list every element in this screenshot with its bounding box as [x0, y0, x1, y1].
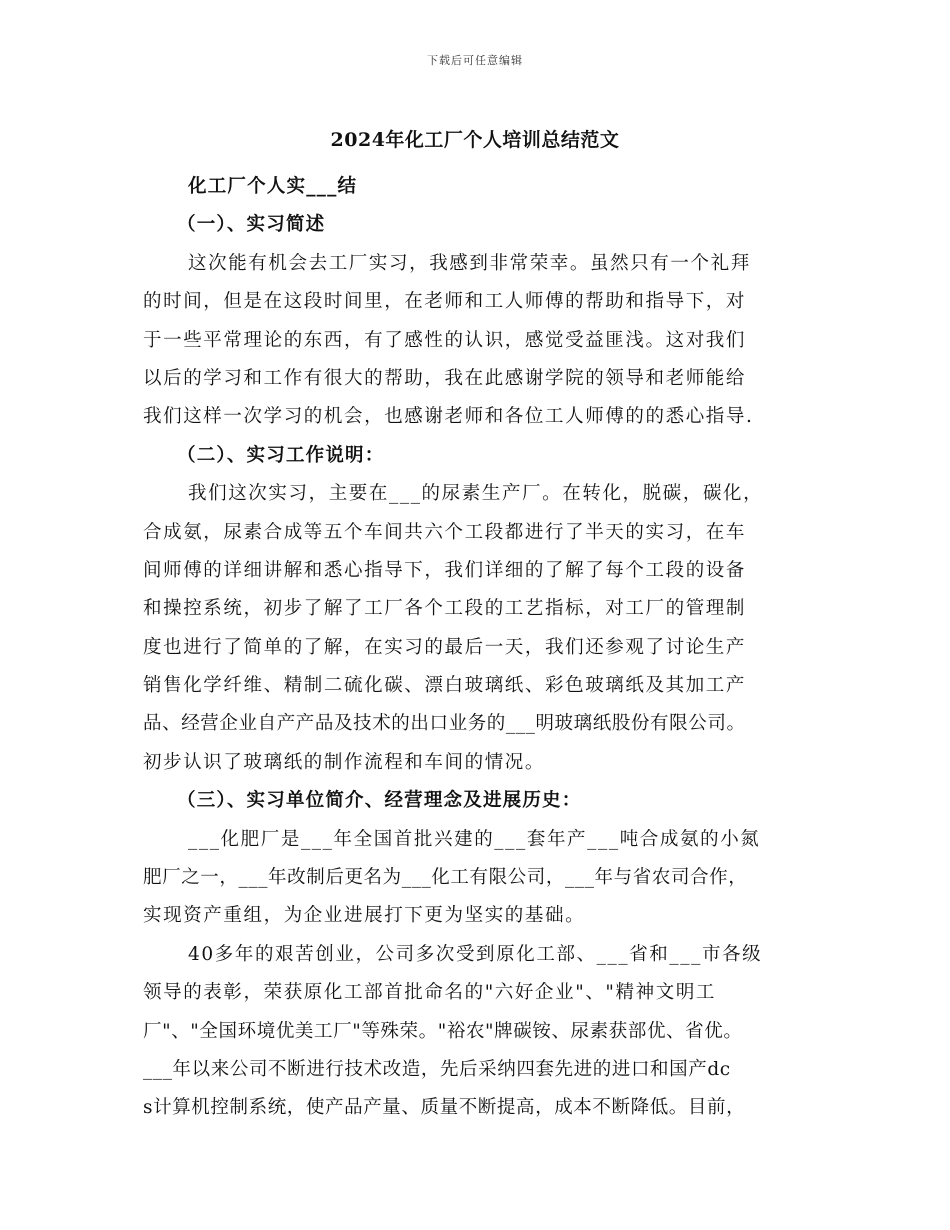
paragraph-line: 和操控系统，初步了解了工厂各个工段的工艺指标，对工厂的管理制 — [143, 598, 747, 620]
document-subtitle: 化工厂个人实___结 — [188, 176, 358, 197]
paragraph-line: 这次能有机会去工厂实习，我感到非常荣幸。虽然只有一个礼拜 — [188, 252, 751, 274]
paragraph-line: 我们这次实习，主要在___的尿素生产厂。在转化，脱碳，碳化， — [188, 483, 764, 505]
paragraph-line: 领导的表彰，荣获原化工部首批命名的"六好企业"、"精神文明工 — [143, 982, 717, 1004]
paragraph-line: 品、经营企业自产产品及技术的出口业务的___明玻璃纸股份有限公司。 — [143, 713, 746, 735]
paragraph-line: s计算机控制系统，使产品产量、质量不断提高，成本不断降低。目前， — [143, 1097, 746, 1119]
paragraph-line: 我们这样一次学习的机会，也感谢老师和各位工人师傅的的悉心指导. — [143, 406, 754, 428]
paragraph-line: 肥厂之一，___年改制后更名为___化工有限公司，___年与省农司合作， — [143, 867, 748, 889]
document-body — [143, 168, 813, 1128]
section-1-heading: （一）、实习简述 — [177, 214, 326, 236]
section-2-heading: （二）、实习工作说明： — [177, 444, 385, 466]
paragraph-line: 间师傅的详细讲解和悉心指导下，我们详细的了解了每个工段的设备 — [143, 559, 747, 581]
paragraph-line: 于一些平常理论的东西，有了感性的认识，感觉受益匪浅。这对我们 — [143, 329, 747, 351]
paragraph-line: 以后的学习和工作有很大的帮助，我在此感谢学院的领导和老师能给 — [143, 367, 747, 389]
paragraph-line: 合成氨，尿素合成等五个车间共六个工段都进行了半天的实习，在车 — [143, 521, 747, 543]
section-3-heading: （三）、实习单位简介、经营理念及进展历史： — [177, 790, 582, 812]
paragraph-line: 厂"、"全国环境优美工厂"等殊荣。"裕农"牌碳铵、尿素获部优、省优。 — [143, 1020, 743, 1042]
paragraph-line: 初步认识了玻璃纸的制作流程和车间的情况。 — [143, 751, 546, 773]
paragraph-line: 40多年的艰苦创业，公司多次受到原化工部、___省和___市各级 — [188, 943, 763, 965]
paragraph-line: 销售化学纤维、精制二硫化碳、漂白玻璃纸、彩色玻璃纸及其加工产 — [143, 675, 747, 697]
document-title: 2024年化工厂个人培训总结范文 — [330, 129, 620, 151]
paragraph-line: ___年以来公司不断进行技术改造，先后采纳四套先进的进口和国产dc — [143, 1058, 731, 1080]
paragraph-line: 实现资产重组，为企业进展打下更为坚实的基础。 — [143, 905, 586, 927]
page-header: 下载后可任意编辑 — [427, 54, 523, 67]
paragraph-line: ___化肥厂是___年全国首批兴建的___套年产___吨合成氨的小氮 — [188, 828, 761, 850]
paragraph-line: 度也进行了简单的了解，在实习的最后一天，我们还参观了讨论生产 — [143, 636, 747, 658]
paragraph-line: 的时间，但是在这段时间里，在老师和工人师傅的帮助和指导下，对 — [143, 291, 747, 313]
